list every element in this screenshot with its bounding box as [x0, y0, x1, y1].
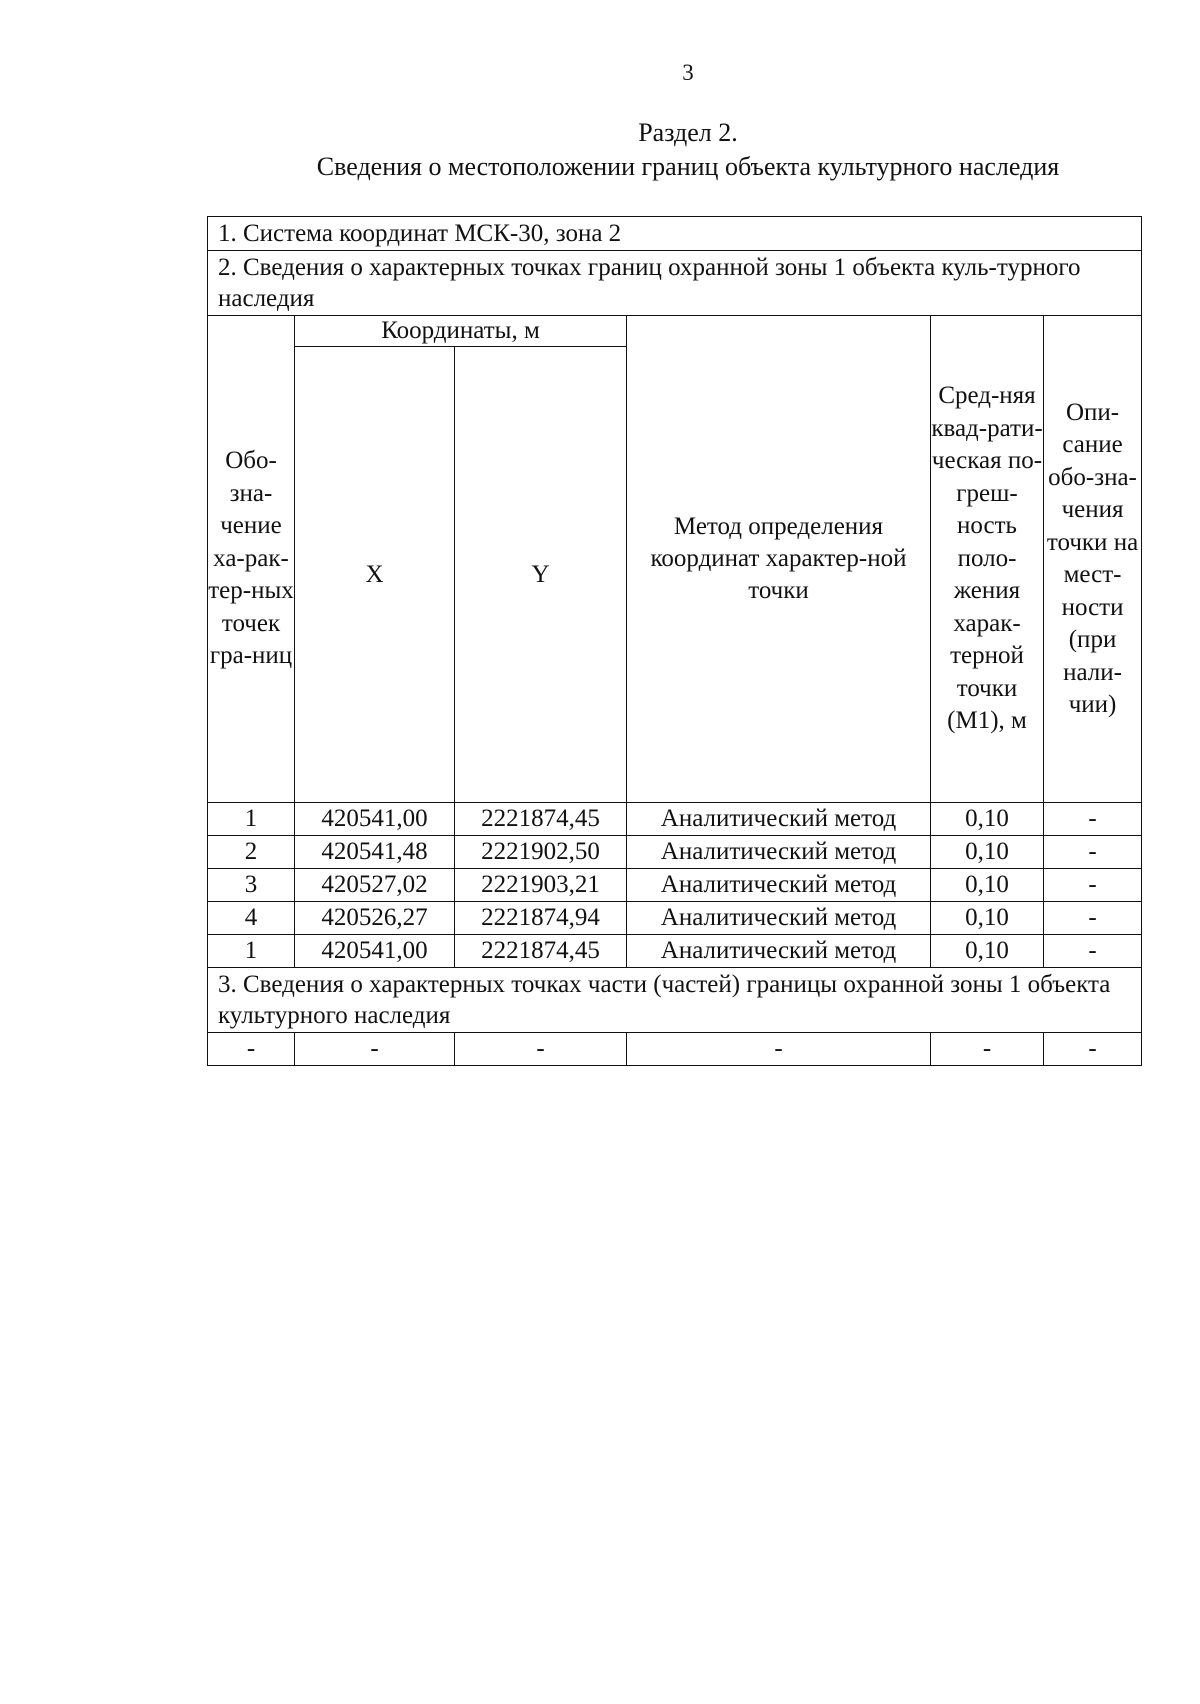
page-number: 3 [682, 60, 694, 85]
cell-description: - [1044, 836, 1142, 869]
part2-caption-cell: 2. Сведения о характерных точках границ охранной зоны 1 объекта куль-турного наследия [208, 251, 1142, 316]
cell-description: - [1044, 803, 1142, 836]
table-row [208, 803, 1142, 836]
header-method: Метод определения координат характер-ной точки [627, 316, 931, 803]
cell-error: 0,10 [931, 803, 1044, 836]
table-row-empty [208, 1033, 1142, 1066]
boundary-coordinates-table [207, 216, 1142, 1066]
cell-method: Аналитический метод [627, 803, 931, 836]
cell-x: 420527,02 [295, 869, 455, 902]
part3-caption-cell: 3. Сведения о характерных точках части (частей) границы охранной зоны 1 объекта культурного наследия [208, 968, 1142, 1033]
cell-y: 2221874,94 [455, 902, 627, 935]
cell-point: 4 [208, 902, 295, 935]
section-title: Раздел 2. [638, 118, 738, 147]
coord-system-row [208, 217, 1142, 251]
header-error: Сред-няя квад-рати-ческая по-греш-ность поло-жения харак-терной точки (M1), м [931, 316, 1044, 803]
cell-method: Аналитический метод [627, 902, 931, 935]
cell-y: 2221874,45 [455, 935, 627, 968]
cell-x: 420526,27 [295, 902, 455, 935]
cell-description: - [1044, 902, 1142, 935]
cell-description: - [1044, 869, 1142, 902]
cell-description: - [1044, 935, 1142, 968]
part3-caption-row [208, 968, 1142, 1033]
cell-empty: - [627, 1033, 931, 1066]
cell-x: 420541,00 [295, 803, 455, 836]
cell-error: 0,10 [931, 935, 1044, 968]
cell-point: 1 [208, 935, 295, 968]
section-subtitle: Сведения о местоположении границ объекта культурного наследия [316, 152, 1060, 181]
cell-empty: - [455, 1033, 627, 1066]
cell-method: Аналитический метод [627, 836, 931, 869]
cell-y: 2221874,45 [455, 803, 627, 836]
table-row [208, 902, 1142, 935]
header-y: Y [455, 347, 627, 803]
table-row [208, 836, 1142, 869]
cell-y: 2221902,50 [455, 836, 627, 869]
table-row [208, 869, 1142, 902]
header-x: X [295, 347, 455, 803]
header-row [208, 316, 1142, 347]
cell-empty: - [208, 1033, 295, 1066]
cell-x: 420541,48 [295, 836, 455, 869]
cell-empty: - [295, 1033, 455, 1066]
cell-method: Аналитический метод [627, 935, 931, 968]
cell-point: 2 [208, 836, 295, 869]
cell-empty: - [931, 1033, 1044, 1066]
cell-y: 2221903,21 [455, 869, 627, 902]
cell-error: 0,10 [931, 902, 1044, 935]
coord-system-cell: 1. Система координат МСК-30, зона 2 [208, 217, 1142, 251]
cell-x: 420541,00 [295, 935, 455, 968]
cell-error: 0,10 [931, 869, 1044, 902]
header-designation: Обо-зна-чение ха-рак-тер-ных точек гра-ниц [208, 316, 295, 803]
cell-empty: - [1044, 1033, 1142, 1066]
cell-error: 0,10 [931, 836, 1044, 869]
part2-caption-row [208, 251, 1142, 316]
table-row [208, 935, 1142, 968]
cell-method: Аналитический метод [627, 869, 931, 902]
header-coordinates: Координаты, м [295, 316, 627, 347]
header-description: Опи-сание обо-зна-чения точки на мест-ности (при нали-чии) [1044, 316, 1142, 803]
cell-point: 1 [208, 803, 295, 836]
cell-point: 3 [208, 869, 295, 902]
